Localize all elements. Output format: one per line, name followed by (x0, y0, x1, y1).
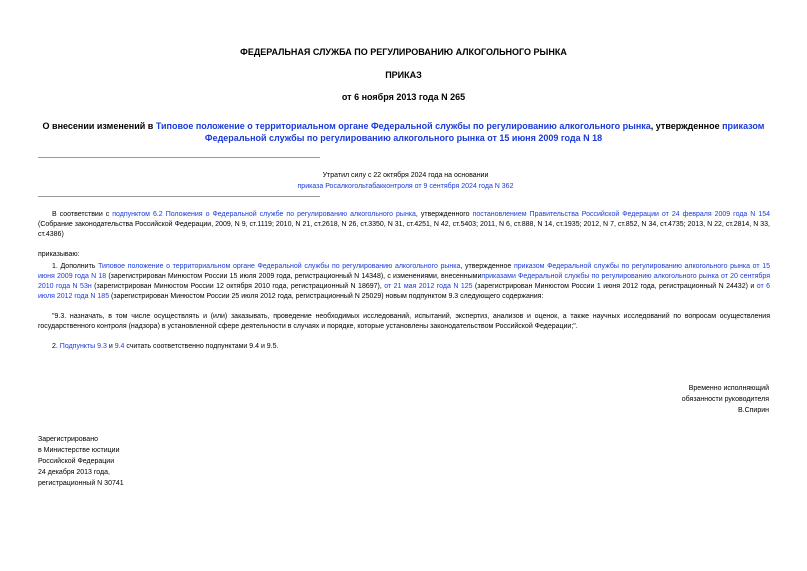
title-link-typical-regulation[interactable]: Типовое положение о территориальном органе Федеральной службы по регулированию алкогольного рынка (155, 121, 651, 131)
preamble-paragraph (38, 210, 770, 240)
divider-bottom (38, 196, 320, 197)
signature-line-2: обязанности руководителя (681, 396, 769, 403)
divider-top (38, 157, 320, 158)
item1-link-regulation[interactable]: Типовое положение о территориальном органе Федеральной службы по регулированию алкогольного рынка (98, 263, 461, 270)
title-link-order-2009[interactable]: приказом Федеральной службы по регулированию алкогольного рынка от 15 июня 2009 года N 18 (204, 121, 765, 143)
item2-text-1: 2. (52, 343, 60, 350)
preamble-text-2: , утвержденного (415, 211, 473, 218)
item1-text-6: (зарегистрирован Минюстом России 25 июля 2012 года, регистрационный N 25029) новым подпунктом 9.3 следующего содержания: (109, 293, 544, 300)
item2-link-9-3[interactable]: Подпункты 9.3 (59, 343, 107, 350)
item1-link-order-2009[interactable]: приказом Федеральной службы по регулированию алкогольного рынка от 15 июня 2009 года N 18 (38, 263, 771, 280)
preamble-text-1: В соответствии с (52, 211, 113, 218)
item2-text-3: считать соответственно подпунктами 9.4 и 9.5. (124, 343, 279, 350)
signature-line-1: Временно исполняющий (688, 385, 769, 392)
item1-text-2: , утвержденное (460, 263, 514, 270)
title-text-2: , утвержденное (650, 121, 723, 131)
title-text-1: О внесении изменений в (42, 121, 156, 131)
preamble-text-3: (Собрание законодательства Российской Федерации, 2009, N 9, ст.1119; 2010, N 21, ст.2618, N 26, ст.3350, N 31, ст.4251, N 42, ст.5403; 2011, N 6, ст.888, N 14, ст.1935; 2012, N 7, ст.852, N 34, ст.4735; 2013, N 22, ст.2814, N 33, ст.4386) (38, 221, 770, 238)
item1-text-1: 1. Дополнить (52, 263, 99, 270)
status-note (38, 170, 773, 192)
preamble-link-resolution[interactable]: постановлением Правительства Российской Федерации от 24 февраля 2009 года N 154 (472, 211, 771, 218)
item1-link-orders-2010[interactable]: приказами Федеральной службы по регулированию алкогольного рынка от 20 сентября 2010 года N 53н (38, 273, 770, 290)
registration-line-4: 24 декабря 2013 года, (38, 469, 110, 476)
item1-text-4: (зарегистрирован Минюстом России 12 октября 2010 года, регистрационный N 18697), (91, 283, 385, 290)
item1-text-3: (зарегистрирован Минюстом России 15 июля 2009 года, регистрационный N 14348), с изменениями, внесенными (106, 273, 482, 280)
item2-text-2: и (106, 343, 115, 350)
order-word: приказываю: (38, 251, 80, 258)
item1-link-order-may-2012[interactable]: от 21 мая 2012 года N 125 (384, 283, 473, 290)
registration-line-3: Российской Федерации (38, 458, 115, 465)
signature-block (682, 383, 769, 416)
preamble-link-subpoint[interactable]: подпунктом 6.2 Положения о Федеральной службе по регулированию алкогольного рынка (112, 211, 416, 218)
signature-name: В.Спирин (737, 407, 769, 414)
item1-link-order-july-2012[interactable]: от 6 июля 2012 года N 185 (38, 283, 770, 300)
registration-block (38, 434, 124, 489)
registration-line-1: Зарегистрировано (38, 436, 98, 443)
item-1-paragraph (38, 262, 770, 302)
registration-line-2: в Министерстве юстиции (38, 447, 120, 454)
item2-link-9-4[interactable]: 9.4 (114, 343, 125, 350)
item1-text-5: (зарегистрирован Минюстом России 1 июня 2012 года, регистрационный N 24432) и (472, 283, 757, 290)
doc-type-heading: ПРИКАЗ (385, 70, 422, 80)
quote-paragraph: "9.3. назначать, в том числе осуществлять и (или) заказывать, проведение необходимых исследований, испытаний, экспертиз, анализов и оценок, а также научных исследований по вопросам осуществления государственного контроля (надзора) в установленной сфере деятельности в случаях и порядке, которые установлены законодательством Российской Федерации;". (38, 313, 770, 330)
status-note-link[interactable]: приказа Росалкогольтабакконтроля от 9 сентября 2024 года N 362 (297, 183, 514, 190)
agency-heading: ФЕДЕРАЛЬНАЯ СЛУЖБА ПО РЕГУЛИРОВАНИЮ АЛКОГОЛЬНОГО РЫНКА (240, 47, 567, 57)
date-number-heading: от 6 ноября 2013 года N 265 (341, 92, 466, 102)
document-title (36, 120, 771, 144)
status-note-text: Утратил силу с 22 октября 2024 года на основании (322, 172, 489, 179)
item-2-paragraph (38, 342, 770, 352)
registration-line-5: регистрационный N 30741 (38, 480, 124, 487)
